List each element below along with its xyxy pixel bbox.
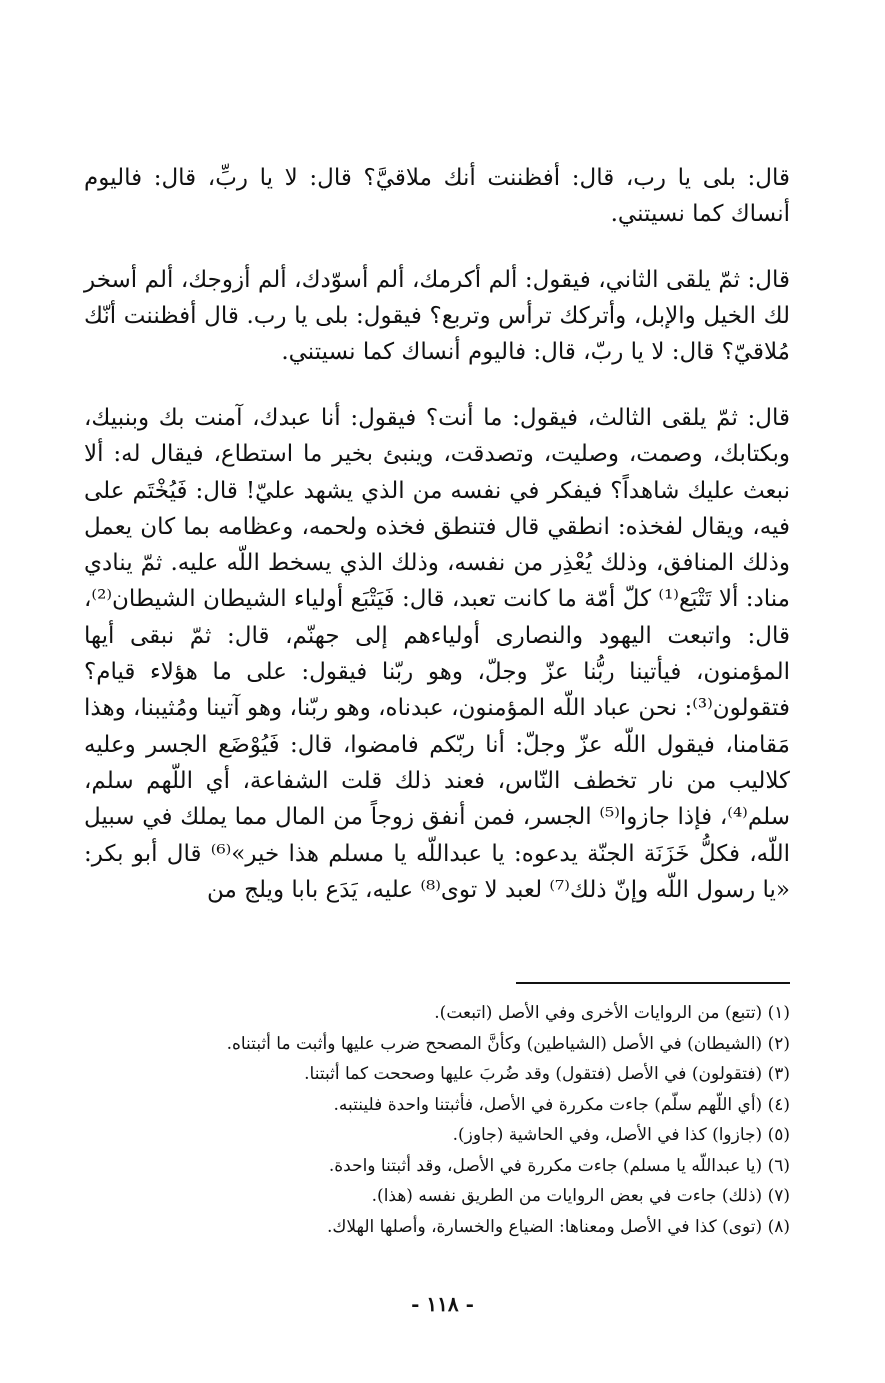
paragraph-3: قال: ثمّ يلقى الثالث، فيقول: ما أنت؟ فيقول: أنا عبدك، آمنت بك وبنبيك، وبكتابك، وصمت، وصليت، وتصدقت، وينبئ بخير ما استطاع، فيقال له: ألا نبعث عليك شاهداً؟ فيفكر في نفسه من الذي يشهد عليّ! قال: فَيُخْتَم على فيه، ويقال لفخذه: انطقي قال فتنطق فخذه ولحمه، وعظامه بما كان يعمل وذلك المنافق، وذلك يُعْذِر من نفسه، وذلك الذي يسخط اللّه عليه. ثمّ ينادي مناد: ألا تَتْبَع⁽¹⁾ كلّ أمّة ما كانت تعبد، قال: فَيَتْبَع أولياء الشيطان الشيطان⁽²⁾، قال: واتبعت اليهود والنصارى أولياءهم إلى جهنّم، قال: ثمّ نبقى أيها المؤمنون، فيأتينا ربُّنا عزّ وجلّ، وهو ربّنا فيقول: على ما هؤلاء قيام؟ فتقولون⁽³⁾: نحن عباد اللّه المؤمنون، عبدناه، وهو ربّنا، وهو آتينا ومُثيبنا، وهذا مَقامنا، فيقول اللّه عزّ وجلّ: أنا ربّكم فامضوا، قال: فَيُوْضَع الجسر وعليه كلاليب من نار تخطف النّاس، فعند ذلك قلت الشفاعة، أي اللّهم سلم، سلم⁽⁴⁾، فإذا جازوا⁽⁵⁾ الجسر، فمن أنفق زوجاً من المال مما يملك في سبيل اللّه، فكلُّ خَزَنَة الجنّة يدعوه: يا عبداللّه يا مسلم هذا خير»⁽⁶⁾ قال أبو بكر: «يا رسول اللّه وإنّ ذلك⁽⁷⁾ لعبد لا توى⁽⁸⁾ عليه، يَدَع بابا ويلج من [84, 405, 791, 903]
paragraph-1: قال: بلى يا رب، قال: أفظننت أنك ملاقيَّ؟ قال: لا يا ربِّ، قال: فاليوم أنساك كما نسيتني. [84, 165, 790, 227]
footnote-2: (٢) (الشيطان) في الأصل (الشياطين) وكأنَّ المصحح ضرب عليها وأثبت ما أثبتناه. [226, 1033, 790, 1054]
footnote-7: (٧) (ذلك) جاءت في بعض الروايات من الطريق نفسه (هذا). [371, 1186, 790, 1206]
footnote-8: (٨) (توى) كذا في الأصل ومعناها: الضياع والخسارة، وأصلها الهلاك. [326, 1216, 790, 1237]
paragraph-2: قال: ثمّ يلقى الثاني، فيقول: ألم أكرمك، ألم أسوّدك، ألم أزوجك، ألم أسخر لك الخيل والإبل، وأتركك ترأس وتربع؟ فيقول: بلى يا رب. قال أفظننت أنّك مُلاقيّ؟ قال: لا يا ربّ، قال: فاليوم أنساك كما نسيتني. [84, 267, 790, 365]
footnote-3: (٣) (فتقولون) في الأصل (فتقول) وقد ضُربَ عليها وصححت كما أثبتنا. [304, 1064, 790, 1084]
page-number: - ١١٨ - [411, 1292, 474, 1316]
footnote-divider [516, 982, 790, 984]
footnote-6: (٦) (يا عبداللّه يا مسلم) جاءت مكررة في الأصل، وقد أثبتنا واحدة. [328, 1155, 790, 1176]
footnote-1: (١) (تتبع) من الروايات الأخرى وفي الأصل (اتبعت). [434, 1003, 790, 1023]
footnotes [84, 998, 790, 1242]
footnote-4: (٤) (أي اللّهم سلّم) جاءت مكررة في الأصل، فأثبتنا واحدة فلينتبه. [333, 1094, 790, 1115]
footnote-5: (٥) (جازوا) كذا في الأصل، وفي الحاشية (جاوز). [452, 1125, 790, 1145]
